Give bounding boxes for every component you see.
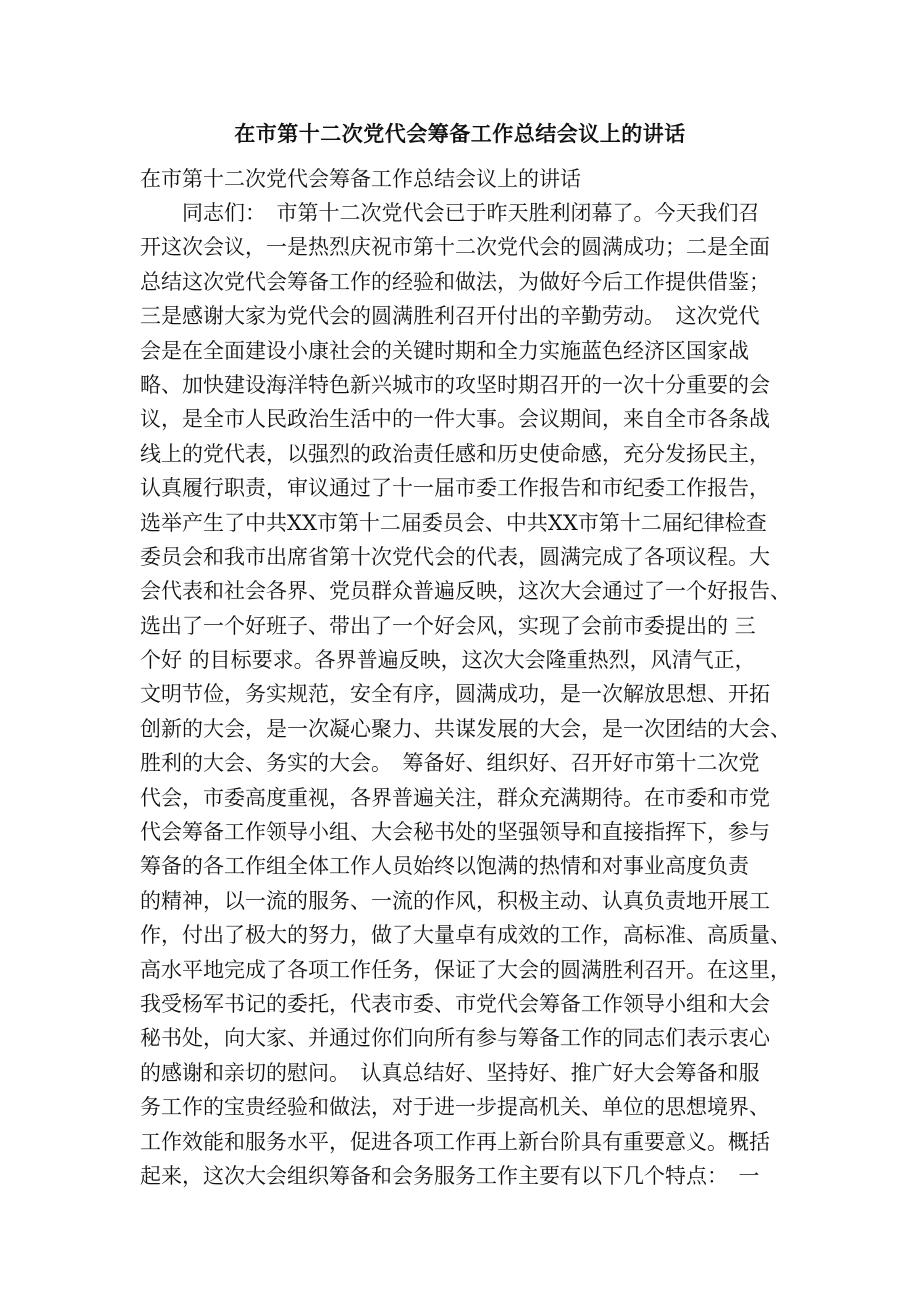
- body-line: 的感谢和亲切的慰问。 认真总结好、坚持好、推广好大会筹备和服: [140, 1060, 760, 1085]
- body-line: 线上的党代表，以强烈的政治责任感和历史使命感，充分发扬民主，: [140, 441, 770, 466]
- body-line: 筹备的各工作组全体工作人员始终以饱满的热情和对事业高度负责: [140, 854, 749, 879]
- body-line: 会是在全面建设小康社会的关键时期和全力实施蓝色经济区国家战: [140, 338, 749, 363]
- body-line: 文明节俭，务实规范，安全有序，圆满成功，是一次解放思想、开拓: [140, 682, 770, 707]
- body-line: 务工作的宝贵经验和做法，对于进一步提高机关、单位的思想境界、: [140, 1095, 770, 1120]
- body-line: 工作效能和服务水平，促进各项工作再上新台阶具有重要意义。概括: [140, 1129, 770, 1154]
- body-line: 选举产生了中共XX市第十二届委员会、中共XX市第十二届纪律检查: [140, 510, 767, 535]
- body-line: 高水平地完成了各项工作任务，保证了大会的圆满胜利召开。在这里，: [140, 957, 791, 982]
- body-line: 略、加快建设海洋特色新兴城市的攻坚时期召开的一次十分重要的会: [140, 372, 770, 397]
- body-line: 的精神，以一流的服务、一流的作风，积极主动、认真负责地开展工: [140, 888, 770, 913]
- body-line: 会代表和社会各界、党员群众普遍反映，这次大会通过了一个好报告、: [140, 579, 791, 604]
- body-line: 三是感谢大家为党代会的圆满胜利召开付出的辛勤劳动。 这次党代: [140, 304, 760, 329]
- body-line: 秘书处，向大家、并通过你们向所有参与筹备工作的同志们表示衷心: [140, 1026, 770, 1051]
- body-line: 议，是全市人民政治生活中的一件大事。会议期间，来自全市各条战: [140, 407, 770, 432]
- body-line: 委员会和我市出席省第十次党代会的代表，圆满完成了各项议程。大: [140, 544, 770, 569]
- body-line: 代会，市委高度重视，各界普遍关注，群众充满期待。在市委和市党: [140, 785, 770, 810]
- body-line: 认真履行职责，审议通过了十一届市委工作报告和市纪委工作报告，: [140, 476, 770, 501]
- body-line: 同志们： 市第十二次党代会已于昨天胜利闭幕了。今天我们召: [140, 201, 760, 225]
- body-line: 创新的大会，是一次凝心聚力、共谋发展的大会，是一次团结的大会、: [140, 716, 791, 741]
- body-line: 选出了一个好班子、带出了一个好会风，实现了会前市委提出的 三: [140, 613, 756, 638]
- body-line: 作，付出了极大的努力，做了大量卓有成效的工作，高标准、高质量、: [140, 923, 791, 948]
- body-line: 代会筹备工作领导小组、大会秘书处的坚强领导和直接指挥下，参与: [140, 820, 770, 845]
- document-subtitle: 在市第十二次党代会筹备工作总结会议上的讲话: [140, 167, 581, 191]
- body-line: 总结这次党代会筹备工作的经验和做法，为做好今后工作提供借鉴；: [140, 269, 770, 294]
- body-line: 我受杨军书记的委托，代表市委、市党代会筹备工作领导小组和大会: [140, 991, 770, 1016]
- body-line: 起来，这次大会组织筹备和会务服务工作主要有以下几个特点： 一: [140, 1163, 760, 1188]
- document-body: [140, 196, 800, 1193]
- document-title: 在市第十二次党代会筹备工作总结会议上的讲话: [234, 122, 686, 146]
- body-line: 开这次会议，一是热烈庆祝市第十二次党代会的圆满成功；二是全面: [140, 235, 770, 260]
- body-line: 个好 的目标要求。各界普遍反映，这次大会隆重热烈，风清气正，: [140, 648, 756, 673]
- body-line: 胜利的大会、务实的大会。 筹备好、组织好、召开好市第十二次党: [140, 751, 760, 776]
